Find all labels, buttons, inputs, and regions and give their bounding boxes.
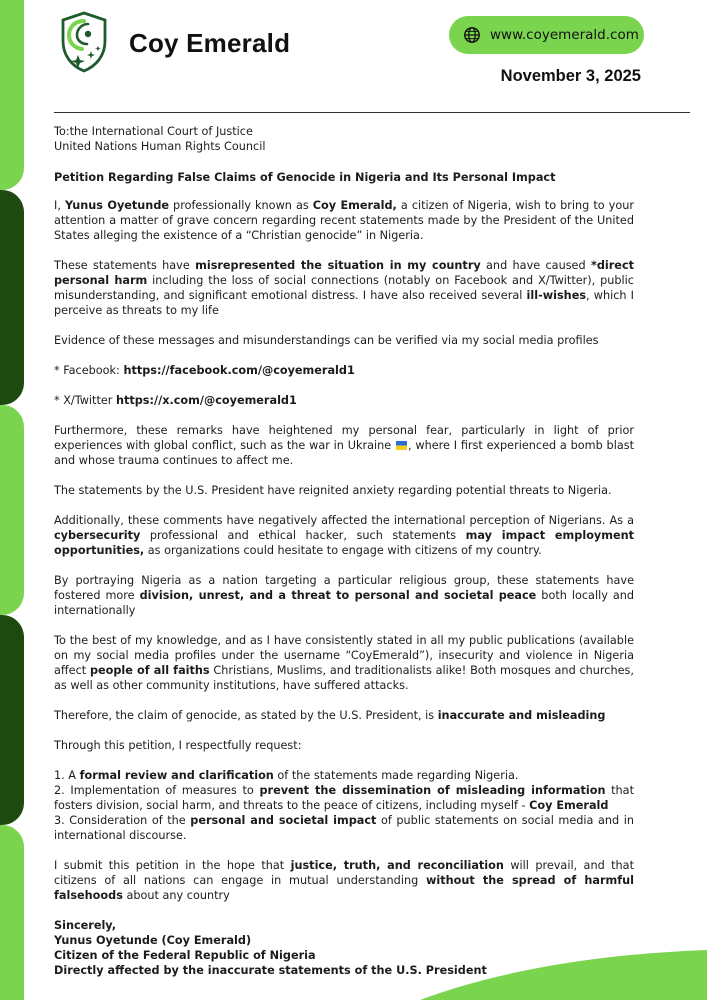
letter-date: November 3, 2025	[500, 67, 641, 85]
signature-closing: Sincerely,	[54, 919, 117, 932]
signature-name: Yunus Oyetunde (Coy Emerald)	[54, 934, 252, 947]
paragraph-evidence: Evidence of these messages and misunderstandings can be verified via my social media profiles	[54, 334, 599, 347]
band-segment-green-top	[0, 0, 24, 190]
paragraph-division: By portraying Nigeria as a nation targeting a particular religious group, these statements have fostered more division, unrest, and a threat to personal and societal peace both locally and internationally	[54, 574, 634, 617]
request-list	[54, 768, 634, 843]
x-twitter-profile-line: * X/Twitter https://x.com/@coyemerald1	[54, 394, 297, 407]
paragraph-perception: Additionally, these comments have negatively affected the international perception of Nigerians. As a cybersecurity professional and ethical hacker, such statements may impact employment opportunities, as organizations could hesitate to engage with citizens of my country.	[54, 514, 634, 557]
recipient-line-2: United Nations Human Rights Council	[54, 140, 266, 153]
paragraph-all-faiths: To the best of my knowledge, and as I have consistently stated in all my public publications (available on my social media profiles under the username “CoyEmerald”), insecurity and violence in Nigeria affect people of all faiths Christians, Muslims, and traditionalists alike! Both mosques and churches, as well as other community institutions, have suffered attacks.	[54, 634, 634, 692]
facebook-link[interactable]: https://facebook.com/@coyemerald1	[123, 364, 355, 377]
facebook-profile-line: * Facebook: https://facebook.com/@coyemerald1	[54, 364, 355, 377]
band-segment-green-mid	[0, 405, 24, 615]
globe-icon	[463, 26, 481, 44]
paragraph-fear: Furthermore, these remarks have heightened my personal fear, particularly in light of prior experiences with global conflict, such as the war in Ukraine , where I first experienced a bomb blast and whose trauma continues to affect me.	[54, 424, 634, 467]
band-segment-dark-1	[0, 190, 24, 405]
left-decorative-band	[0, 0, 24, 1000]
paragraph-closing-hope: I submit this petition in the hope that justice, truth, and reconciliation will prevail, and that citizens of all nations can engage in mutual understanding without the spread of harmful falsehoods about any country	[54, 859, 635, 902]
header-divider	[54, 112, 690, 113]
author-alias: Coy Emerald,	[312, 199, 397, 212]
x-twitter-link[interactable]: https://x.com/@coyemerald1	[115, 394, 297, 407]
website-url: www.coyemerald.com	[490, 27, 639, 43]
paragraph-introduction: I, Yunus Oyetunde professionally known as Coy Emerald, a citizen of Nigeria, wish to bring to your attention a matter of grave concern regarding recent statements made by the President of the United States alleging the existence of a “Christian genocide” in Nigeria.	[54, 199, 634, 242]
paragraph-conclusion: Therefore, the claim of genocide, as stated by the U.S. President, is inaccurate and misleading	[54, 709, 606, 722]
petition-subject: Petition Regarding False Claims of Genocide in Nigeria and Its Personal Impact	[54, 171, 556, 184]
request-item-2: 2. Implementation of measures to prevent the dissemination of misleading information that fosters division, social harm, and threats to the peace of citizens, including myself - Coy Emerald	[54, 784, 634, 812]
brand-name: Coy Emerald	[129, 28, 291, 58]
signature-block	[54, 918, 634, 978]
request-item-3: 3. Consideration of the personal and societal impact of public statements on social media and in international discourse.	[54, 814, 634, 842]
paragraph-anxiety: The statements by the U.S. President have reignited anxiety regarding potential threats to Nigeria.	[54, 484, 612, 497]
paragraph-request-intro: Through this petition, I respectfully request:	[54, 739, 302, 752]
request-item-1: 1. A formal review and clarification of the statements made regarding Nigeria.	[54, 769, 519, 782]
letter-body	[54, 124, 634, 978]
website-link[interactable]	[449, 16, 644, 54]
ukraine-flag-icon	[396, 441, 407, 450]
recipient-line-1: To:the International Court of Justice	[54, 125, 253, 138]
band-segment-dark-2	[0, 615, 24, 825]
shield-logo-icon	[60, 11, 108, 73]
signature-note: Directly affected by the inaccurate statements of the U.S. President	[54, 964, 487, 977]
author-name: Yunus Oyetunde	[64, 199, 169, 212]
paragraph-harm: These statements have misrepresented the situation in my country and have caused *direct personal harm including the loss of social connections (notably on Facebook and X/Twitter), public misunderstanding, and significant emotional distress. I have also received several ill-wishes, which I perceive as threats to my life	[54, 259, 635, 317]
signature-title: Citizen of the Federal Republic of Nigeria	[54, 949, 316, 962]
